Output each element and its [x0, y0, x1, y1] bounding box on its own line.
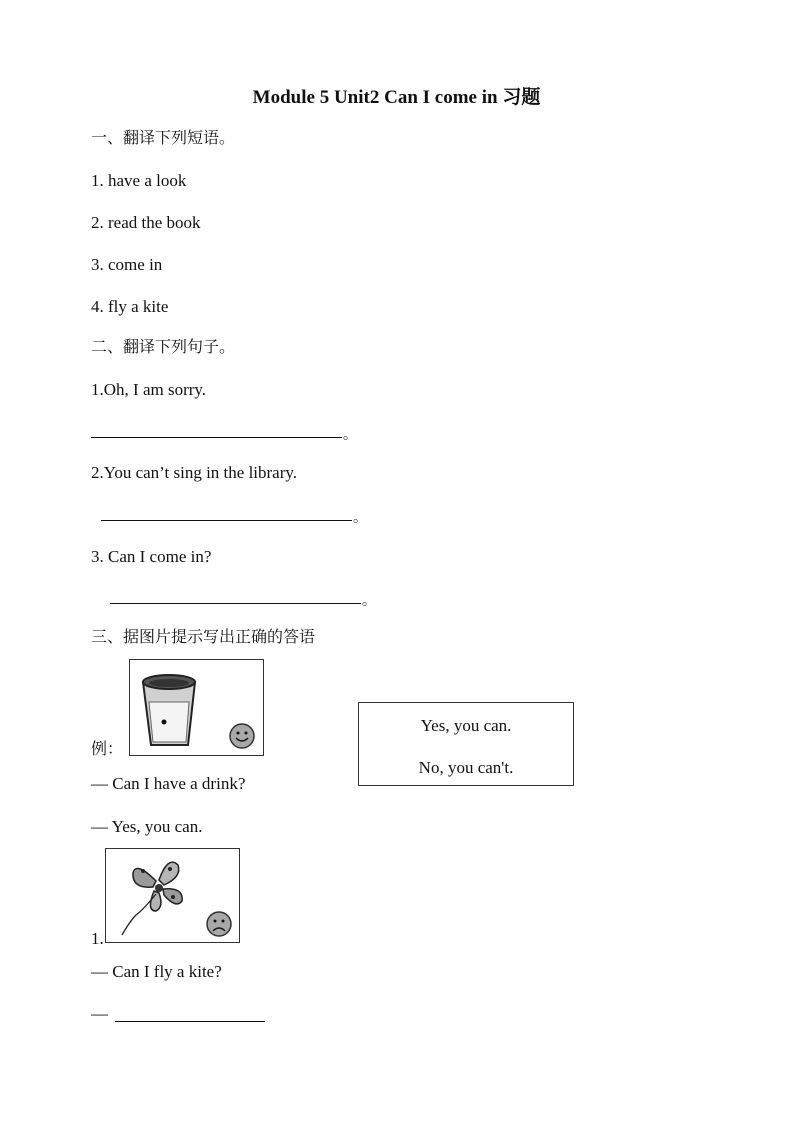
- answer-options-box: [358, 702, 574, 786]
- drink-picture: [129, 659, 264, 756]
- section1-heading: 一、翻译下列短语。: [91, 128, 236, 147]
- phrase-item: 2. read the book: [91, 213, 201, 232]
- page-title: Module 5 Unit2 Can I come in 习题: [252, 87, 541, 108]
- answer-blank[interactable]: [115, 1021, 265, 1022]
- sentence-item: 1.Oh, I am sorry.: [91, 380, 207, 399]
- phrase-item: 1. have a look: [91, 171, 187, 190]
- sad-face-icon: [204, 909, 234, 939]
- question-1: — Can I fly a kite?: [91, 962, 222, 981]
- smiley-face-icon: [227, 721, 257, 751]
- sentence-item: 3. Can I come in?: [91, 547, 212, 566]
- period-mark: 。: [343, 427, 357, 443]
- answer-dash: —: [91, 1004, 108, 1023]
- answer-blank[interactable]: [110, 603, 361, 604]
- sentence-item: 2.You can’t sing in the library.: [91, 463, 298, 482]
- answer-option: No, you can't.: [418, 758, 514, 777]
- period-mark: 。: [353, 510, 367, 526]
- answer-option: Yes, you can.: [420, 716, 512, 735]
- answer-blank[interactable]: [91, 437, 342, 438]
- example-label: 例：: [91, 739, 124, 758]
- phrase-item: 4. fly a kite: [91, 297, 169, 316]
- question-number: 1.: [91, 929, 104, 948]
- section2-heading: 二、翻译下列句子。: [91, 337, 236, 356]
- period-mark: 。: [362, 593, 376, 609]
- example-question: — Can I have a drink?: [91, 774, 246, 793]
- section3-heading: 三、据图片提示写出正确的答语: [91, 627, 316, 646]
- example-answer: — Yes, you can.: [91, 817, 203, 836]
- kite-picture: [105, 848, 240, 943]
- phrase-item: 3. come in: [91, 255, 163, 274]
- answer-blank[interactable]: [101, 520, 352, 521]
